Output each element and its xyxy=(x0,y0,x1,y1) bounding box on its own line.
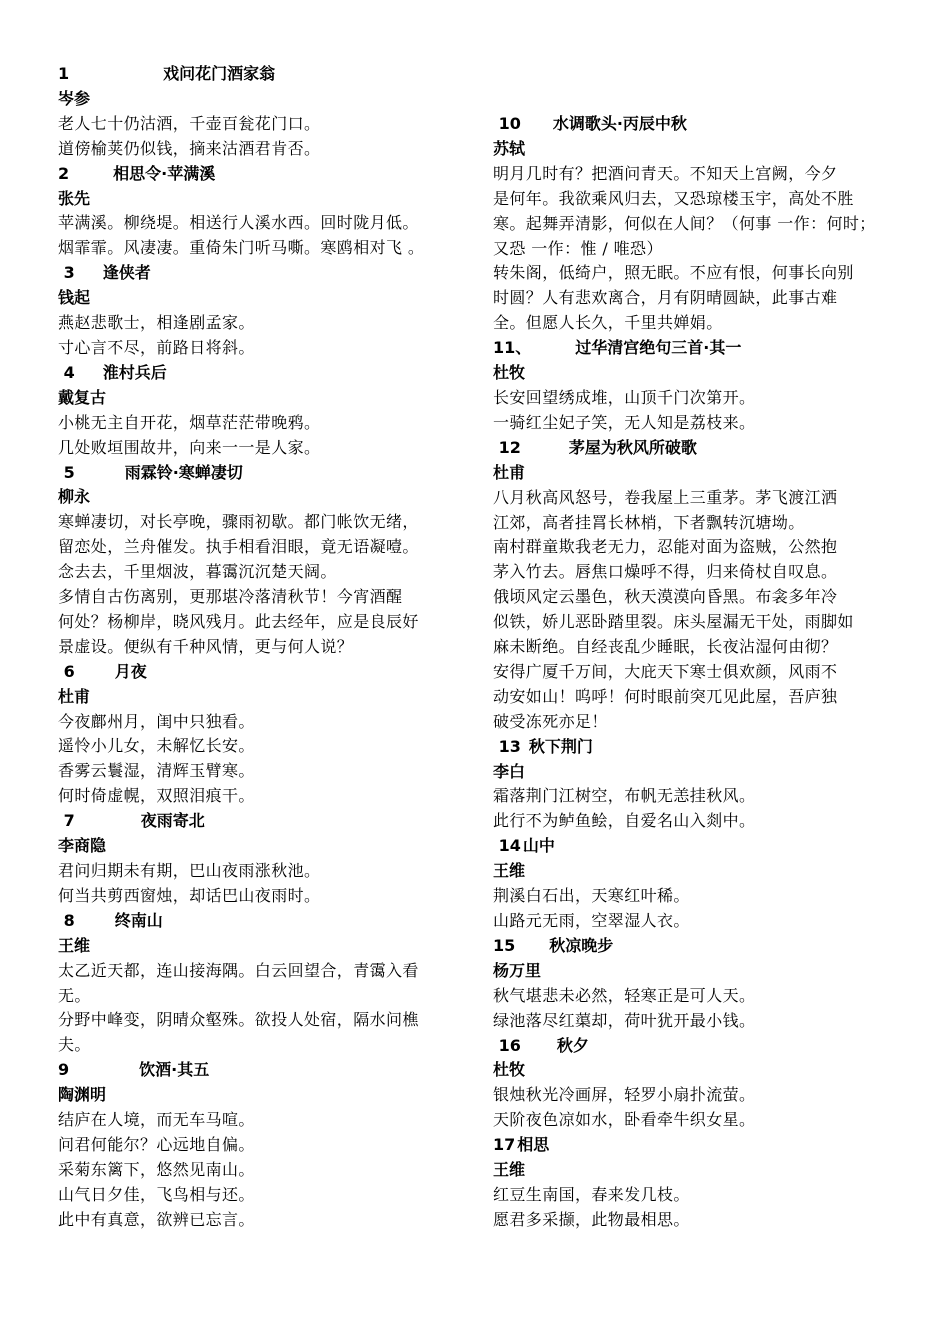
poem-number: 5 xyxy=(58,462,75,482)
poem-title xyxy=(493,934,908,959)
poem-author: 李白 xyxy=(493,761,526,781)
poem-line: 八月秋高风怒号，卷我屋上三重茅。茅飞渡江洒 xyxy=(493,487,838,507)
poem-line: 遥怜小儿女，未解忆长安。 xyxy=(58,736,255,756)
poem-title-text: 水调歌头·丙辰中秋 xyxy=(552,114,687,133)
poem-number: 13 xyxy=(493,736,521,756)
poem-line: 南村群童欺我老无力，忍能对面为盗贼，公然抱 xyxy=(493,537,838,557)
poem-title xyxy=(493,1133,908,1158)
poem-title-text: 秋夕 xyxy=(556,1035,589,1055)
poem-line: 寒蝉凄切，对长亭晚，骤雨初歇。都门帐饮无绪， xyxy=(58,512,419,532)
poem-author: 戴复古 xyxy=(58,387,107,407)
poem-title xyxy=(493,112,908,137)
poem-number: 4 xyxy=(58,362,75,382)
poem-line: 红豆生南国，春来发几枝。 xyxy=(493,1184,690,1204)
poem-title xyxy=(58,660,468,685)
poem-line: 天阶夜色凉如水，卧看牵牛织女星。 xyxy=(493,1110,756,1130)
poem-line: 此行不为鲈鱼鲙，自爱名山入剡中。 xyxy=(493,811,756,831)
poem-author: 张先 xyxy=(58,188,91,208)
poem-title xyxy=(58,261,468,286)
poem-line: 麻未断绝。自经丧乱少睡眠，长夜沾湿何由彻？ xyxy=(493,637,838,657)
poem-line: 小桃无主自开花，烟草茫茫带晚鸦。 xyxy=(58,412,321,432)
poem-title xyxy=(493,336,908,361)
poem-line: 结庐在人境，而无车马喧。 xyxy=(58,1110,255,1130)
poem-line: 采菊东篱下，悠然见南山。 xyxy=(58,1159,255,1179)
poem-title xyxy=(58,62,468,87)
poem-author: 李商隐 xyxy=(58,836,107,856)
poem-line: 山气日夕佳，飞鸟相与还。 xyxy=(58,1184,255,1204)
poem-title-text: 相思令·苹满溪 xyxy=(113,163,216,183)
poem-entry xyxy=(493,735,908,835)
poem-title-text: 月夜 xyxy=(114,661,147,681)
poem-line: 几处败垣围故井，向来一一是人家。 xyxy=(58,437,321,457)
poem-line: 无。 xyxy=(58,985,91,1005)
poem-line: 愿君多采撷，此物最相思。 xyxy=(493,1209,690,1229)
poem-line: 转朱阁，低绮户，照无眠。不应有恨，何事长向别 xyxy=(493,263,854,283)
poem-line: 寒。起舞弄清影，何似在人间？（何事 一作：何时； xyxy=(493,213,876,233)
poem-number: 14 xyxy=(493,836,521,856)
poem-number: 12 xyxy=(493,437,521,457)
poem-number: 1 xyxy=(58,64,70,83)
poem-title xyxy=(58,909,468,934)
poem-title xyxy=(493,834,908,859)
poem-line: 破受冻死亦足！ xyxy=(493,711,608,731)
poem-author: 王维 xyxy=(493,1160,526,1180)
poem-line: 荆溪白石出，天寒红叶稀。 xyxy=(493,886,690,906)
poem-title xyxy=(58,1058,468,1083)
poem-entry xyxy=(58,261,468,361)
poem-line: 秋气堪悲未必然，轻寒正是可人天。 xyxy=(493,985,756,1005)
poem-entry xyxy=(58,162,468,262)
poem-line: 似铁，娇儿恶卧踏里裂。床头屋漏无干处，雨脚如 xyxy=(493,612,854,632)
poem-line: 一骑红尘妃子笑，无人知是荔枝来。 xyxy=(493,412,756,432)
poem-number: 3 xyxy=(58,263,75,283)
poem-number: 8 xyxy=(58,910,75,930)
poem-number: 7 xyxy=(58,811,75,831)
poem-entry xyxy=(58,809,468,909)
poem-line: 太乙近天都，连山接海隅。白云回望合，青霭入看 xyxy=(58,960,419,980)
poem-number: 2 xyxy=(58,163,70,183)
poem-author: 杜甫 xyxy=(58,686,91,706)
poem-line: 燕赵悲歌士，相逢剧孟家。 xyxy=(58,313,255,333)
poem-line: 俄顷风定云墨色，秋天漠漠向昏黑。布衾多年冷 xyxy=(493,587,838,607)
poem-title-text: 秋凉晚步 xyxy=(549,935,614,955)
poem-line: 霜落荆门江树空，布帆无恙挂秋风。 xyxy=(493,786,756,806)
poem-entry xyxy=(58,909,468,1058)
poem-entry xyxy=(493,1133,908,1233)
poem-line: 留恋处，兰舟催发。执手相看泪眼，竟无语凝噎。 xyxy=(58,537,419,557)
poem-line: 念去去，千里烟波，暮霭沉沉楚天阔。 xyxy=(58,562,337,582)
poem-number: 16 xyxy=(493,1035,521,1055)
poem-title-text: 戏问花门酒家翁 xyxy=(163,64,276,83)
poem-author: 王维 xyxy=(58,935,91,955)
poem-title-text: 茅屋为秋风所破歌 xyxy=(568,437,697,457)
poem-line: 茅入竹去。唇焦口燥呼不得，归来倚杖自叹息。 xyxy=(493,562,838,582)
poem-line: 此中有真意，欲辨已忘言。 xyxy=(58,1209,255,1229)
poem-line: 何时倚虚幌，双照泪痕干。 xyxy=(58,786,255,806)
poem-title xyxy=(493,735,908,760)
poem-line: 多情自古伤离别，更那堪冷落清秋节！今宵酒醒 xyxy=(58,587,403,607)
poem-entry xyxy=(58,1058,468,1232)
poem-line: 时圆？人有悲欢离合，月有阴晴圆缺，此事古难 xyxy=(493,288,838,308)
poem-entry xyxy=(58,461,468,660)
poem-line: 香雾云鬟湿，清辉玉臂寒。 xyxy=(58,761,255,781)
left-column xyxy=(58,62,468,1233)
poem-entry xyxy=(493,336,908,436)
poem-title xyxy=(58,461,468,486)
poem-line: 景虚设。便纵有千种风情，更与何人说？ xyxy=(58,636,354,656)
poem-line: 银烛秋光冷画屏，轻罗小扇扑流萤。 xyxy=(493,1085,756,1105)
poem-author: 杜牧 xyxy=(493,363,526,383)
poem-line: 老人七十仍沽酒，千壶百瓮花门口。 xyxy=(58,113,321,133)
poem-entry xyxy=(493,1034,908,1134)
poem-entry xyxy=(58,361,468,461)
poem-number: 17 xyxy=(493,1135,516,1155)
poem-title xyxy=(58,809,468,834)
poem-line: 山路元无雨，空翠湿人衣。 xyxy=(493,911,690,930)
poem-entry xyxy=(493,934,908,1034)
poem-entry xyxy=(493,436,908,735)
poem-author: 杜甫 xyxy=(493,462,526,482)
poem-title xyxy=(58,361,468,386)
poem-line: 安得广厦千万间，大庇天下寒士俱欢颜，风雨不 xyxy=(493,661,838,681)
poem-entry xyxy=(58,62,468,162)
poem-title xyxy=(493,436,908,461)
poem-line: 何当共剪西窗烛，却话巴山夜雨时。 xyxy=(58,885,321,905)
poem-number: 11、 xyxy=(493,338,532,358)
poem-line: 动安如山！呜呼！何时眼前突兀见此屋，吾庐独 xyxy=(493,686,838,706)
poem-author: 钱起 xyxy=(58,288,91,308)
poem-author: 柳永 xyxy=(58,487,91,507)
poem-entry xyxy=(493,834,908,934)
poem-line: 全。但愿人长久，千里共婵娟。 xyxy=(493,313,723,333)
poem-line: 夫。 xyxy=(58,1035,91,1055)
poem-number: 6 xyxy=(58,661,75,681)
right-column xyxy=(493,112,908,1233)
poem-line: 又恐 一作：惟 / 唯恐） xyxy=(493,238,663,258)
poem-line: 是何年。我欲乘风归去，又恐琼楼玉宇，高处不胜 xyxy=(493,188,854,208)
poem-title-text: 过华清宫绝句三首·其一 xyxy=(575,338,742,358)
poem-line: 明月几时有？把酒问青天。不知天上宫阙，今夕 xyxy=(493,163,838,183)
poem-title-text: 逢侠者 xyxy=(102,263,151,283)
poem-title-text: 山中 xyxy=(522,836,555,856)
poem-number: 9 xyxy=(58,1060,70,1080)
poem-line: 长安回望绣成堆，山顶千门次第开。 xyxy=(493,387,756,407)
poem-title-text: 相思 xyxy=(517,1135,550,1155)
poem-line: 江郊，高者挂罥长林梢，下者飘转沉塘坳。 xyxy=(493,512,805,532)
poem-author: 王维 xyxy=(493,861,526,881)
poem-title-text: 秋下荆门 xyxy=(528,736,593,756)
poem-line: 道傍榆荚仍似钱，摘来沽酒君肯否。 xyxy=(58,138,321,158)
poem-title-text: 饮酒·其五 xyxy=(139,1060,210,1080)
poem-line: 分野中峰变，阴晴众壑殊。欲投人处宿，隔水问樵 xyxy=(58,1010,419,1030)
poem-title xyxy=(58,162,468,187)
poem-author: 杜牧 xyxy=(493,1060,526,1080)
poem-entry xyxy=(58,660,468,809)
poem-author: 陶渊明 xyxy=(58,1085,107,1105)
poem-line: 苹满溪。柳绕堤。相送行人溪水西。回时陇月低。 xyxy=(58,213,419,233)
poem-title-text: 终南山 xyxy=(114,910,163,930)
poem-line: 何处？杨柳岸，晓风残月。此去经年，应是良辰好 xyxy=(58,611,419,631)
poem-author: 岑参 xyxy=(58,88,91,108)
poem-line: 问君何能尔？心远地自偏。 xyxy=(58,1134,255,1154)
poem-author: 苏轼 xyxy=(493,138,526,158)
poem-title-text: 淮村兵后 xyxy=(102,362,167,382)
poem-title-text: 夜雨寄北 xyxy=(140,811,205,831)
poem-number: 10 xyxy=(493,114,521,133)
poem-line: 寸心言不尽，前路日将斜。 xyxy=(58,337,255,357)
poem-title-text: 雨霖铃·寒蝉凄切 xyxy=(124,462,243,482)
poem-author: 杨万里 xyxy=(493,960,542,980)
poem-line: 君问归期未有期，巴山夜雨涨秋池。 xyxy=(58,861,321,880)
poem-number: 15 xyxy=(493,935,516,955)
poem-line: 烟霏霏。风凄凄。重倚朱门听马嘶。寒鸥相对飞 。 xyxy=(58,238,425,258)
poem-line: 绿池落尽红蕖却，荷叶犹开最小钱。 xyxy=(493,1010,756,1030)
poem-entry xyxy=(493,112,908,336)
poem-title xyxy=(493,1034,908,1059)
poem-line: 今夜鄜州月，闺中只独看。 xyxy=(58,711,255,731)
